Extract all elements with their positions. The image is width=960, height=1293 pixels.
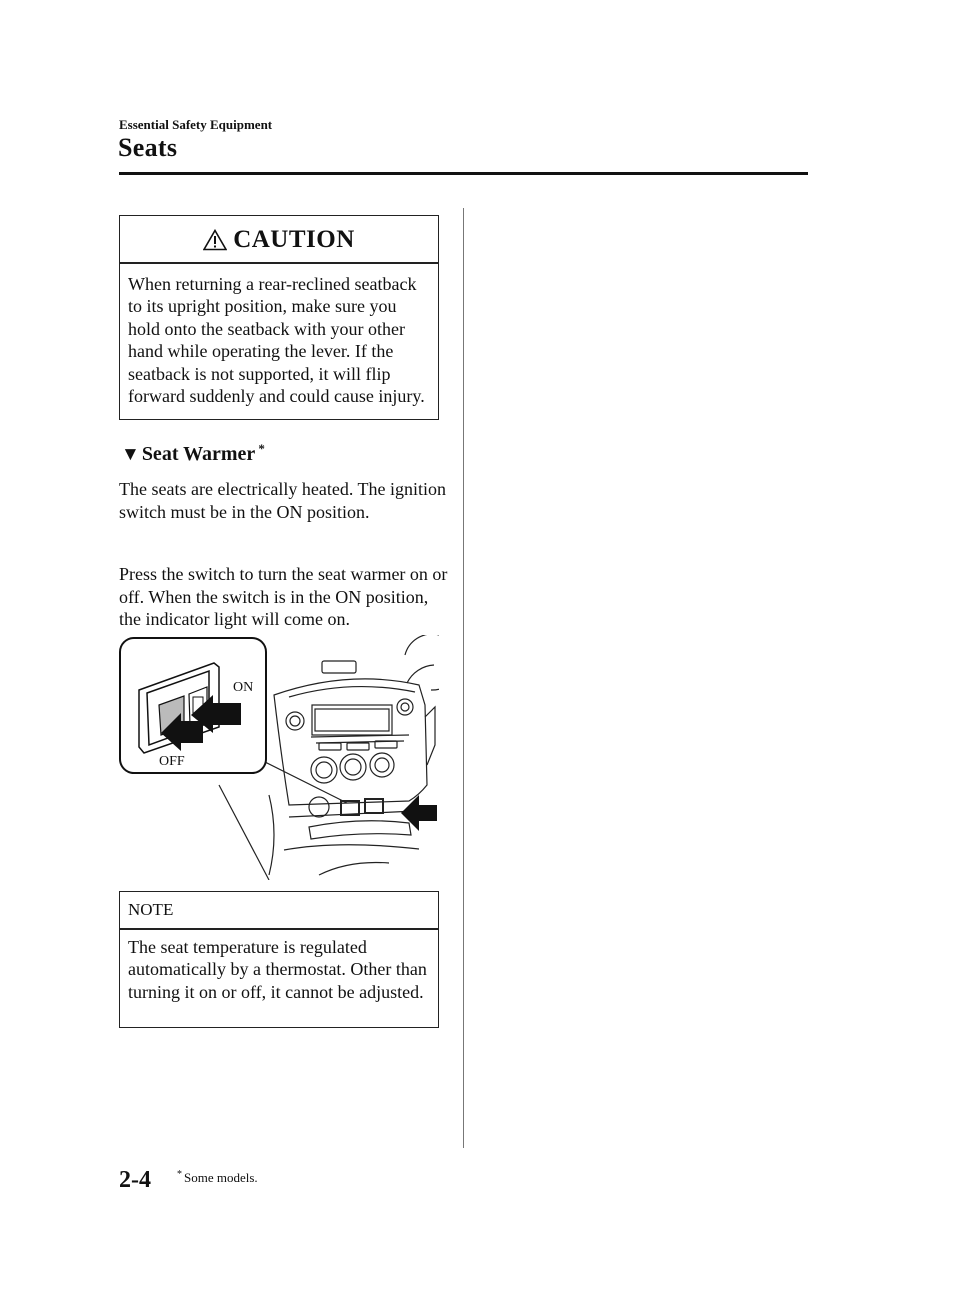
off-label: OFF	[159, 754, 185, 769]
caution-text: When returning a rear-reclined seatback to its upright position, make sure you hold onto the seatback with your other hand while operating the lever. If the seatback is not supported, it will flip forward suddenly and could cause injury.	[128, 273, 425, 406]
asterisk-marker: *	[258, 441, 265, 456]
seat-warmer-heading-text: Seat Warmer	[141, 443, 256, 465]
header-rule	[119, 172, 808, 175]
seat-warmer-switch-illustration	[119, 635, 439, 880]
section-label: Essential Safety Equipment	[119, 117, 273, 132]
note-title: NOTE	[128, 900, 174, 919]
note-box	[119, 891, 439, 1028]
seat-warmer-heading	[121, 443, 265, 467]
pointer-arrow-icon	[401, 795, 437, 831]
note-text: The seat temperature is regulated automatically by a thermostat. Other than turning it on or off, it cannot be adjusted.	[128, 936, 427, 1002]
callout-zoom-panel	[120, 638, 347, 803]
page-number: 2-4	[119, 1167, 151, 1193]
seat-warmer-paragraph-2: Press the switch to turn the seat warmer on or off. When the switch is in the ON position, the indicator light will come on.	[119, 564, 448, 629]
warning-triangle-icon	[203, 229, 227, 251]
column-divider	[463, 208, 464, 1148]
footnote-asterisk: *	[177, 1169, 182, 1180]
footnote-text: Some models.	[184, 1170, 258, 1185]
page-title: Seats	[118, 133, 178, 162]
footnote	[177, 1170, 258, 1186]
caution-box	[119, 215, 439, 420]
on-label: ON	[233, 680, 254, 695]
section-marker-icon: ▼	[121, 444, 140, 465]
seat-warmer-paragraph-1: The seats are electrically heated. The ignition switch must be in the ON position.	[119, 479, 447, 522]
caution-header	[120, 218, 438, 262]
caution-title: CAUTION	[233, 226, 355, 253]
